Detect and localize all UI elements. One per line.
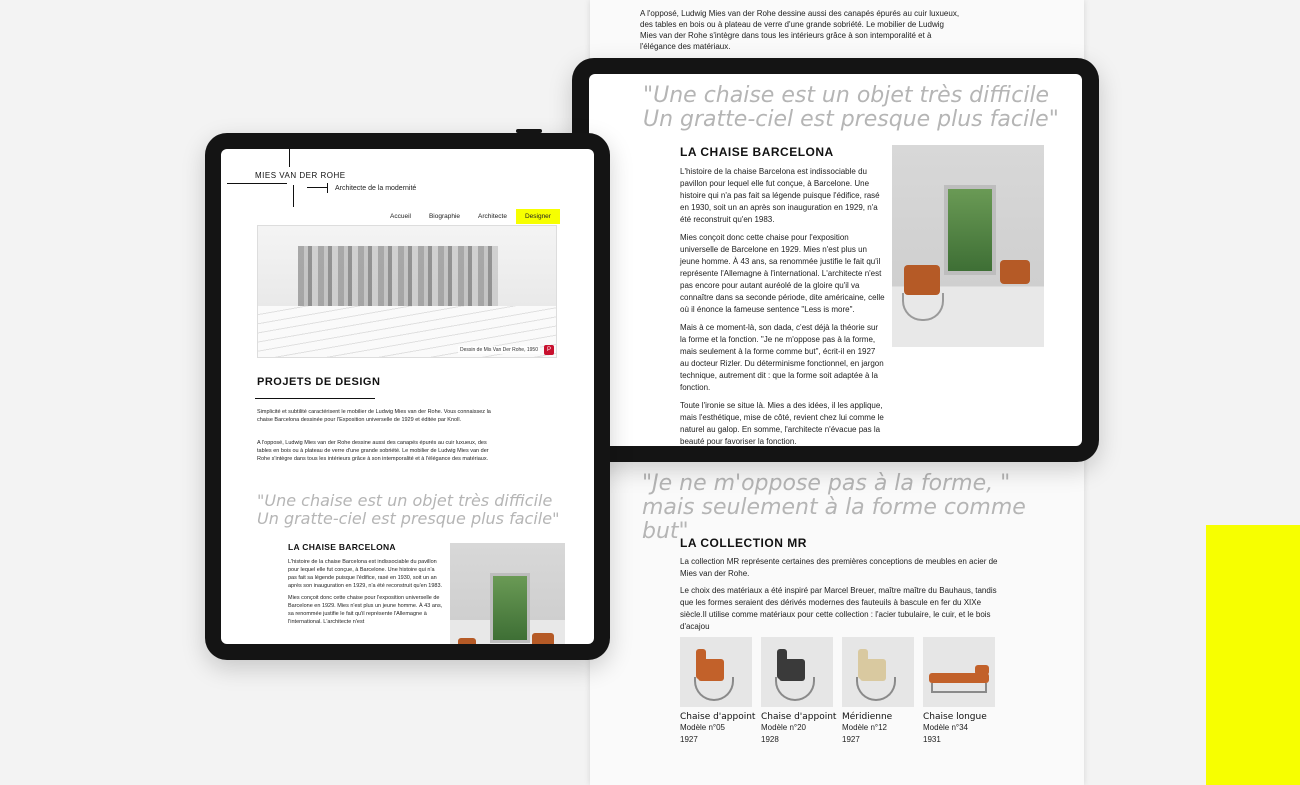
paragraph: Mais à ce moment-là, son dada, c'est déjà la théorie sur la forme et la fonction. "Je ne m'oppose pas à la forme, mais seulement à la forme comme but", écrit-il en 1927 au docteur Rizler. Du déterminisme fonctionnel, en jargon technique, autrement dit : que la forme soit adaptée à la fonction. [680, 323, 884, 392]
chair-model: Modèle n°12 [842, 723, 888, 732]
chair-name: Méridienne [842, 712, 893, 722]
hero-caption: Dessin de Mis Van Der Rohe, 1950 [459, 347, 538, 353]
article-column [288, 558, 443, 630]
tablet-portrait [205, 133, 610, 660]
chair-model: Modèle n°05 [680, 723, 726, 732]
paragraph: Mies conçoit donc cette chaise pour l'exposition universelle de Barcelone en 1929. Mies n'est plus un jeune homme. À 43 ans, sa renommée justifie le fait qu'il représente l'Allemagne à l'international. L'architecte n'est [288, 595, 443, 625]
intro-text: A l'opposé, Ludwig Mies van der Rohe dessine aussi des canapés épurés au cuir luxueux, des tables en bois ou à plateau de verre d'une grande sobriété. Le mobilier de Ludwig Mies van der Rohe s'intègre dans tous les intérieurs grâce à son intemporalité et à l'élégance des matériaux. [257, 440, 489, 462]
intro-text: Simplicité et subtilité caractérisent le mobilier de Ludwig Mies van der Rohe. Vous connaissez la chaise Barcelona dessinée pour l'Exposition universelle de 1929 et éditée par Knoll. [257, 409, 491, 423]
intro-text: A l'opposé, Ludwig Mies van der Rohe dessine aussi des canapés épurés au cuir luxueux, des tables en bois ou à plateau de verre d'une grande sobriété. Le mobilier de Ludwig Mies van der Rohe s'intègre dans tous les intérieurs grâce à son intemporalité et à l'élégance des matériaux. [640, 9, 960, 51]
section-heading: LA CHAISE BARCELONA [288, 542, 396, 552]
quote: "Une chaise est un objet très difficile Un gratte-ciel est presque plus facile" [643, 83, 1059, 132]
nav-biography[interactable]: Biographie [428, 213, 461, 220]
paragraph: L'histoire de la chaise Barcelona est indissociable du pavillon pour lequel elle fut conçue, à Barcelone. Une histoire qui n'a pas fait sa légende puisque l'édifice, rasé en 1930, soit un an après son inauguration en 1929, n'a été reconstruit qu'en 1983. [288, 559, 443, 589]
collection-paragraph: Le choix des matériaux a été inspiré par Marcel Breuer, maître maître du Bauhaus, tandis que les formes seraient des dérivés modernes des fauteuils à bascule en fer du XIXe siècle.Il utilise comme matériaux pour cette collection : l'acier tubulaire, le cuir, et le bois d'acajou [680, 586, 997, 631]
quote: "Une chaise est un objet très difficile Un gratte-ciel est presque plus facile" [257, 491, 560, 528]
collection-item[interactable] [842, 637, 914, 746]
nav-architect[interactable]: Architecte [478, 213, 507, 220]
power-button [516, 129, 542, 133]
page-title: PROJETS DE DESIGN [257, 376, 381, 388]
chair-year: 1931 [923, 735, 941, 744]
chair-name: Chaise d'appoint [761, 712, 837, 722]
section-heading: LA CHAISE BARCELONA [680, 145, 834, 159]
article-column [680, 166, 885, 446]
logo-line [289, 149, 290, 167]
collection-item[interactable] [923, 637, 995, 746]
collection-item[interactable] [680, 637, 756, 746]
chair-image[interactable] [761, 637, 833, 707]
tablet-screen [221, 149, 594, 644]
chair-image[interactable] [923, 637, 995, 707]
logo-line [227, 183, 287, 184]
site-tagline: Architecte de la modernité [335, 185, 417, 192]
chair-year: 1928 [761, 735, 779, 744]
barcelona-chair-photo [450, 543, 565, 644]
title-underline [255, 398, 375, 399]
logo-line [293, 185, 294, 207]
nav-home[interactable]: Accueil [390, 213, 411, 220]
paragraph: Toute l'ironie se situe là. Mies a des idées, il les applique, mais l'esthétique, mise de côté, revient chez lui comme le naturel au galop. En somme, l'architecte n'évacue pas la beauté pour favoriser la fonction. [680, 401, 884, 446]
paragraph: L'histoire de la chaise Barcelona est indissociable du pavillon pour lequel elle fut conçue, à Barcelone. Une histoire qui n'a pas fait sa légende puisque l'édifice, rasé en 1930, soit un an après son inauguration en 1929, n'a été reconstruit qu'en 1983. [680, 167, 880, 224]
nav-designer[interactable]: Designer [516, 209, 560, 224]
chair-image[interactable] [680, 637, 752, 707]
chair-year: 1927 [680, 735, 698, 744]
collection-paragraph: La collection MR représente certaines des premières conceptions de meubles en acier de Mies van der Rohe. [680, 557, 998, 578]
pinterest-icon[interactable]: P [544, 345, 554, 355]
barcelona-chair-photo [892, 145, 1044, 347]
chair-model: Modèle n°20 [761, 723, 807, 732]
logo-line [307, 187, 327, 188]
tablet-screen [589, 74, 1082, 446]
chair-name: Chaise d'appoint [680, 712, 756, 722]
chair-name: Chaise longue [923, 712, 987, 722]
hero-drawing [257, 225, 557, 358]
quote: "Je ne m'oppose pas à la forme, " mais seulement à la forme comme but" [642, 471, 1026, 544]
collection-heading: LA COLLECTION MR [680, 536, 807, 550]
collection-item[interactable] [761, 637, 837, 746]
tablet-landscape [572, 58, 1099, 462]
chair-year: 1927 [842, 735, 860, 744]
yellow-accent-block [1206, 525, 1300, 785]
chair-image[interactable] [842, 637, 914, 707]
logo-line [327, 183, 328, 193]
main-nav [381, 209, 560, 224]
site-brand[interactable]: MIES VAN DER ROHE [255, 171, 346, 180]
chair-model: Modèle n°34 [923, 723, 969, 732]
collection-grid [680, 637, 995, 746]
paragraph: Mies conçoit donc cette chaise pour l'exposition universelle de Barcelone en 1929. Mies n'est plus un jeune homme. À 43 ans, sa renommée justifie le fait qu'il représente l'Allemagne à l'international. L'architecte n'est pas encore pour autant auréolé de la gloire qu'il va connaître dans sa seconde période, dite américaine, celle où il énonce la fameuse sentence "Less is more". [680, 233, 885, 314]
